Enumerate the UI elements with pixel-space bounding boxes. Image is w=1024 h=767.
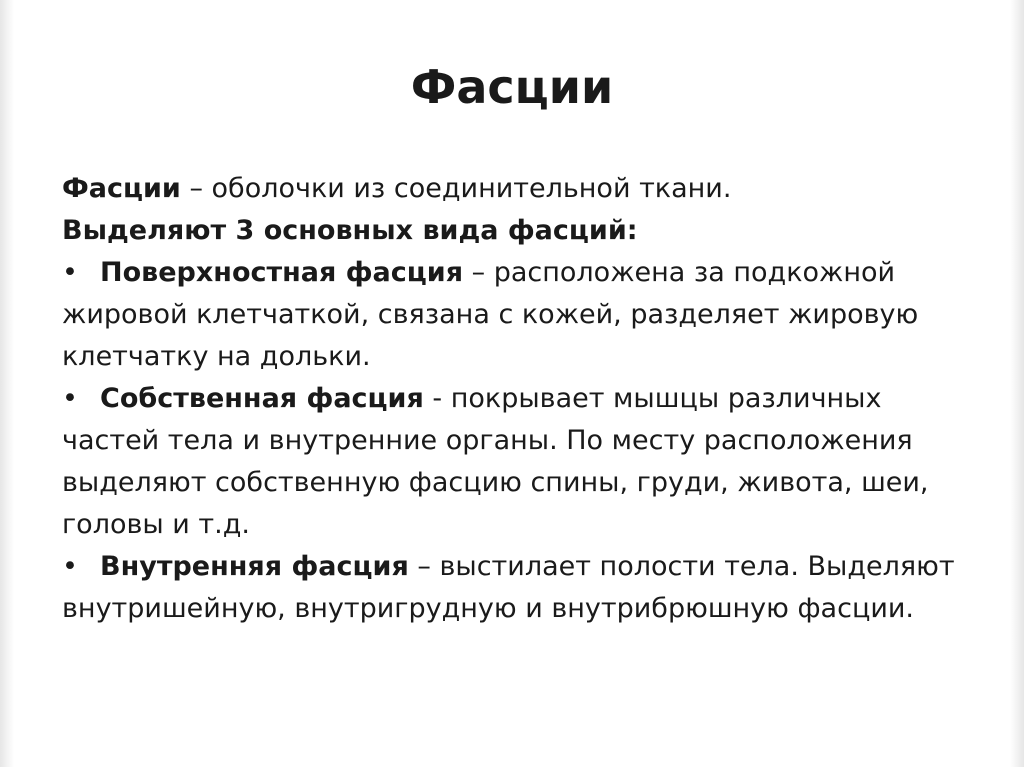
- slide-title: Фасции: [410, 60, 614, 114]
- list-item-term: Поверхностная фасция: [100, 257, 464, 288]
- intro-paragraph: [62, 168, 982, 210]
- list-item: [62, 378, 982, 546]
- list-item-text: - покрывает мышцы различных частей тела и внутренние органы. По месту расположения выделяют собственную фасцию спины, груди, живота, шеи, головы и т.д.: [62, 383, 929, 540]
- list-item: [62, 546, 982, 630]
- list-item-term: Собственная фасция: [100, 383, 424, 414]
- bullet-icon: •: [62, 383, 78, 414]
- subheading: Выделяют 3 основных вида фасций:: [62, 215, 638, 246]
- list-item-text: – выстилает полости тела. Выделяют внутришейную, внутригрудную и внутрибрюшную фасции.: [62, 551, 955, 624]
- slide-body: [62, 168, 982, 630]
- slide: [14, 0, 1010, 767]
- intro-term: Фасции: [62, 173, 181, 204]
- list-item-term: Внутренняя фасция: [100, 551, 409, 582]
- bullet-icon: •: [62, 551, 78, 582]
- list-item-text: – расположена за подкожной жировой клетчаткой, связана с кожей, разделяет жировую клетчатку на дольки.: [62, 257, 919, 372]
- intro-definition: оболочки из соединительной ткани.: [211, 173, 732, 204]
- list-item: [62, 252, 982, 378]
- bullet-icon: •: [62, 257, 78, 288]
- intro-dash: –: [180, 173, 212, 204]
